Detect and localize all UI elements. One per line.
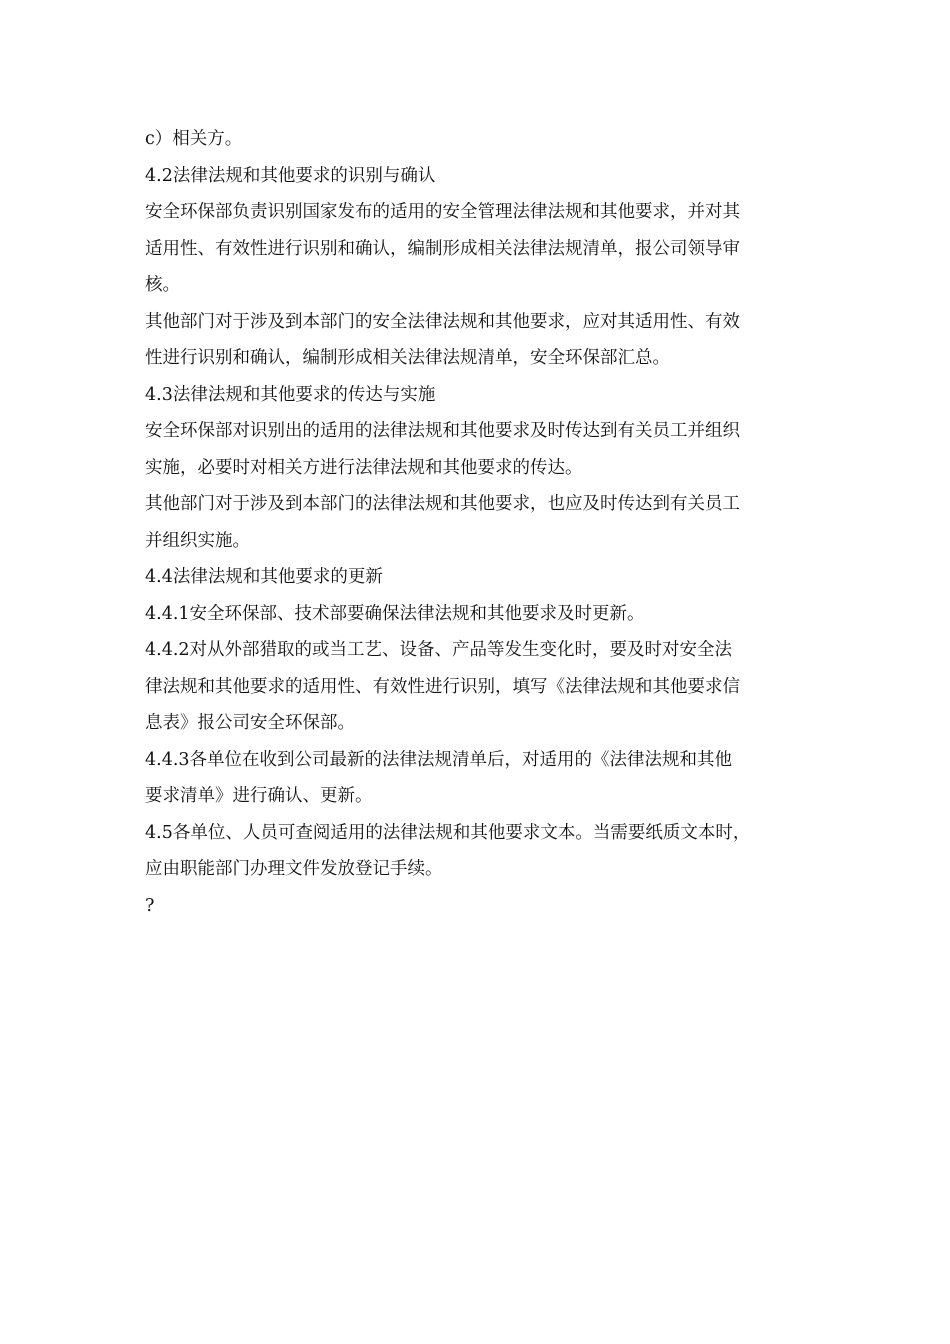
paragraph-line: 安全环保部对识别出的适用的法律法规和其他要求及时传达到有关员工并组织 — [145, 421, 740, 441]
paragraph-line: 安全环保部负责识别国家发布的适用的安全管理法律法规和其他要求，并对其 — [145, 202, 740, 222]
paragraph-line: 性进行识别和确认，编制形成相关法律法规清单，安全环保部汇总。 — [145, 348, 670, 368]
trailing-question-mark: ? — [145, 895, 155, 916]
subsection-4-4-1: 4.4.1安全环保部、技术部要确保法律法规和其他要求及时更新。 — [145, 603, 645, 624]
paragraph-line: 应由职能部门办理文件发放登记手续。 — [145, 859, 443, 879]
section-heading-4-3: 4.3法律法规和其他要求的传达与实施 — [145, 384, 436, 405]
paragraph-line: 息表》报公司安全环保部。 — [145, 713, 355, 733]
paragraph-line: 要求清单》进行确认、更新。 — [145, 786, 373, 806]
paragraph-line: 其他部门对于涉及到本部门的法律法规和其他要求，也应及时传达到有关员工 — [145, 494, 740, 514]
paragraph-line: 适用性、有效性进行识别和确认，编制形成相关法律法规清单，报公司领导审 — [145, 238, 740, 259]
paragraph-line: 律法规和其他要求的适用性、有效性进行识别，填写《法律法规和其他要求信 — [145, 676, 740, 697]
paragraph-line: 实施，必要时对相关方进行法律法规和其他要求的传达。 — [145, 457, 583, 478]
text-line-related-parties: c）相关方。 — [145, 129, 243, 149]
paragraph-line: 并组织实施。 — [145, 530, 250, 551]
section-heading-4-5: 4.5各单位、人员可查阅适用的法律法规和其他要求文本。当需要纸质文本时， — [145, 822, 751, 843]
subsection-4-4-3: 4.4.3各单位在收到公司最新的法律法规清单后，对适用的《法律法规和其他 — [145, 749, 733, 770]
subsection-4-4-2: 4.4.2对从外部猎取的或当工艺、设备、产品等发生变化时，要及时对安全法 — [145, 640, 733, 660]
document-body — [145, 121, 810, 924]
paragraph-line: 核。 — [145, 275, 180, 295]
paragraph-line: 其他部门对于涉及到本部门的安全法律法规和其他要求，应对其适用性、有效 — [145, 311, 740, 332]
section-heading-4-2: 4.2法律法规和其他要求的识别与确认 — [145, 165, 436, 186]
section-heading-4-4: 4.4法律法规和其他要求的更新 — [145, 567, 383, 587]
